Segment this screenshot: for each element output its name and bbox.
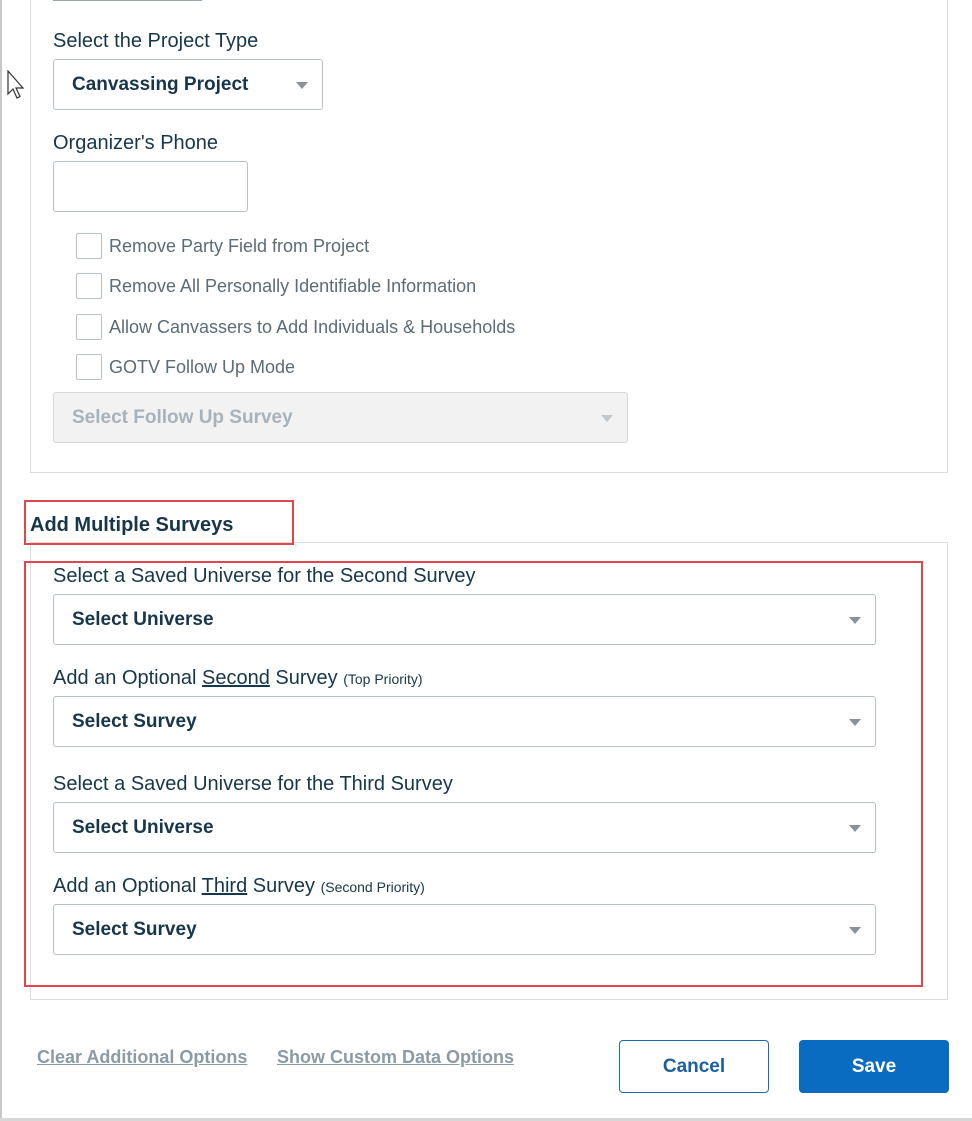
project-type-select[interactable]	[53, 59, 323, 110]
dropdown-caret-icon	[601, 415, 613, 422]
checkbox-label: Remove All Personally Identifiable Information	[109, 275, 477, 296]
checkbox-remove-party-field[interactable]	[76, 233, 369, 259]
project-type-value: Canvassing Project	[72, 73, 249, 95]
cursor-icon	[6, 70, 26, 100]
third-survey-value: Select Survey	[72, 918, 197, 940]
dropdown-caret-icon	[296, 82, 308, 89]
cancel-button[interactable]: Cancel	[619, 1040, 769, 1093]
third-universe-label: Select a Saved Universe for the Third Survey	[53, 773, 453, 795]
label-suffix: Survey	[269, 667, 344, 689]
dropdown-caret-icon	[849, 825, 861, 832]
follow-up-survey-value: Select Follow Up Survey	[72, 406, 293, 428]
second-universe-label: Select a Saved Universe for the Second Survey	[53, 565, 476, 587]
second-survey-label	[53, 667, 423, 690]
clear-additional-options-link[interactable]: Clear Additional Options	[37, 1047, 248, 1067]
label-emphasis: Second	[202, 667, 270, 689]
checkbox-label: Allow Canvassers to Add Individuals & Households	[109, 316, 516, 337]
checkbox-box[interactable]	[76, 314, 102, 340]
priority-note: (Top Priority)	[343, 671, 423, 687]
second-universe-select[interactable]	[53, 594, 876, 645]
label-emphasis: Third	[201, 875, 248, 897]
multiple-surveys-title: Add Multiple Surveys	[30, 514, 234, 536]
label-suffix: Survey	[247, 875, 321, 897]
project-type-label: Select the Project Type	[53, 30, 259, 52]
third-survey-select[interactable]	[53, 904, 876, 955]
checkbox-gotv-follow-up[interactable]	[76, 354, 295, 380]
label-prefix: Add an Optional	[53, 875, 202, 897]
third-survey-label	[53, 875, 425, 898]
third-universe-select[interactable]	[53, 802, 876, 853]
checkbox-remove-pii[interactable]	[76, 273, 476, 299]
dropdown-caret-icon	[849, 617, 861, 624]
checkbox-box[interactable]	[76, 354, 102, 380]
label-prefix: Add an Optional	[53, 667, 202, 689]
second-survey-value: Select Survey	[72, 710, 197, 732]
second-universe-value: Select Universe	[72, 608, 214, 630]
organizer-phone-input[interactable]	[53, 161, 248, 212]
dropdown-caret-icon	[849, 719, 861, 726]
dialog-left-border	[0, 0, 2, 1121]
show-custom-data-options-link[interactable]: Show Custom Data Options	[277, 1047, 515, 1067]
checkbox-label: Remove Party Field from Project	[109, 235, 370, 256]
priority-note: (Second Priority)	[320, 879, 425, 895]
checkbox-allow-canvassers-add[interactable]	[76, 314, 515, 340]
checkbox-box[interactable]	[76, 273, 102, 299]
organizer-phone-label: Organizer's Phone	[53, 132, 219, 154]
follow-up-survey-select	[53, 392, 628, 443]
save-button[interactable]: Save	[799, 1040, 949, 1093]
second-survey-select[interactable]	[53, 696, 876, 747]
checkbox-label: GOTV Follow Up Mode	[109, 356, 296, 377]
dropdown-caret-icon	[849, 927, 861, 934]
checkbox-box[interactable]	[76, 233, 102, 259]
third-universe-value: Select Universe	[72, 816, 214, 838]
